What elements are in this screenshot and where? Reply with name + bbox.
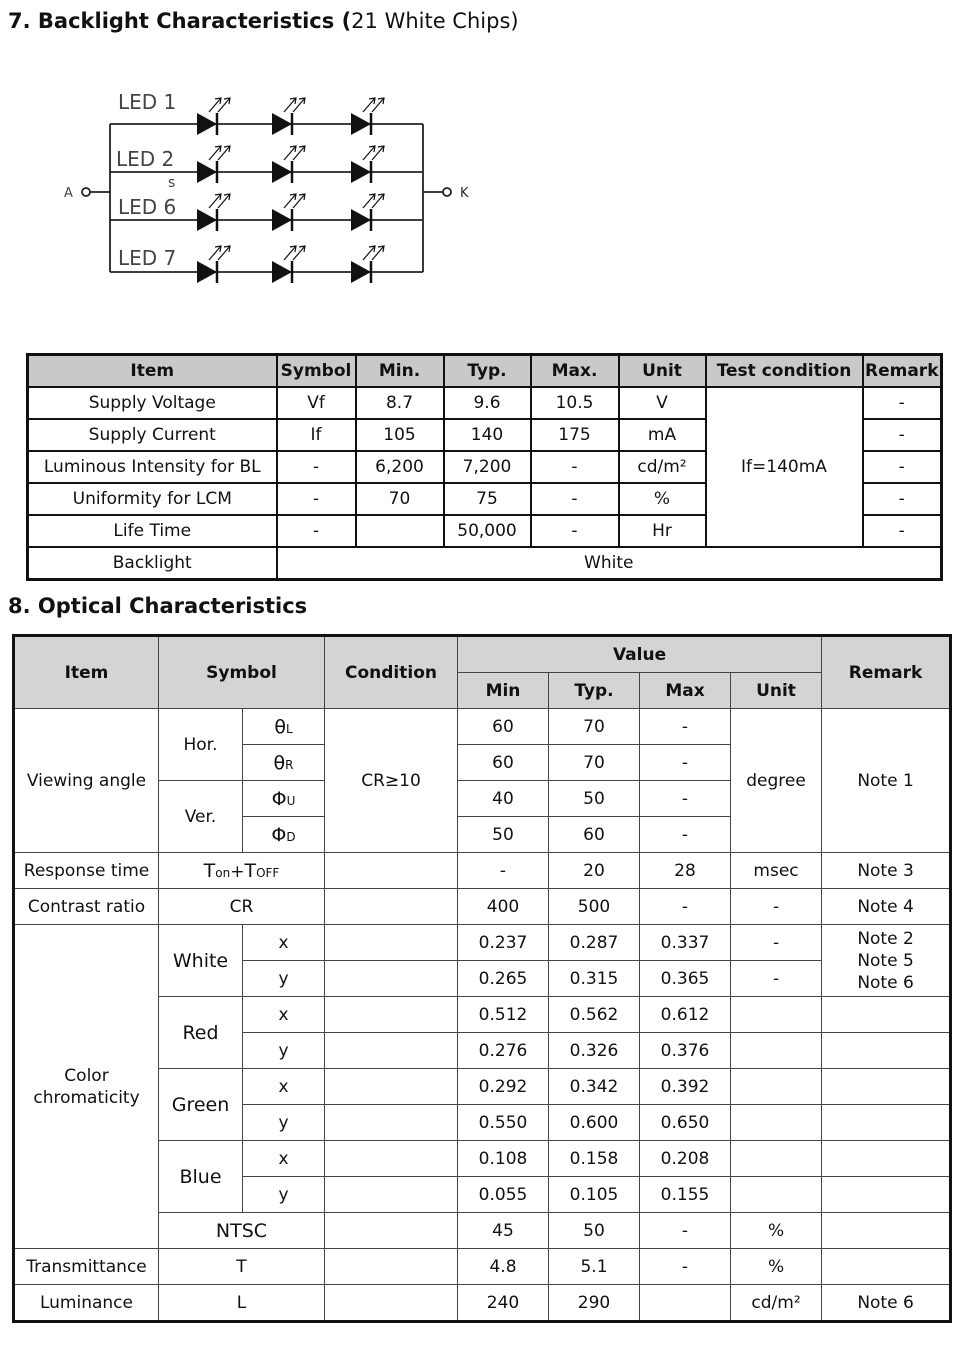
condition-cell — [325, 853, 458, 889]
remark-cell: Note 4 — [822, 889, 951, 925]
min-cell: - — [458, 853, 549, 889]
table-row — [14, 889, 951, 925]
unit-cell — [731, 1033, 822, 1069]
remark-cell — [822, 1213, 951, 1249]
table-row — [14, 853, 951, 889]
unit-cell: - — [731, 961, 822, 997]
led-label-2: LED 2 — [116, 147, 175, 171]
remark-cell — [822, 1249, 951, 1285]
unit-cell: mA — [619, 419, 706, 451]
backlight-label-cell: Backlight — [28, 547, 277, 580]
header-max: Max. — [531, 355, 619, 388]
section-7-title-bold: Backlight Characteristics ( — [37, 9, 352, 33]
table-row — [14, 1249, 951, 1285]
unit-cell: cd/m² — [619, 451, 706, 483]
axis-cell: x — [243, 1069, 325, 1105]
typ-cell: 0.315 — [549, 961, 640, 997]
unit-cell: - — [731, 889, 822, 925]
header-remark: Remark — [822, 636, 951, 709]
max-cell: 0.376 — [640, 1033, 731, 1069]
max-cell: 0.650 — [640, 1105, 731, 1141]
typ-cell: 140 — [444, 419, 531, 451]
min-cell: 0.550 — [458, 1105, 549, 1141]
max-cell: 0.392 — [640, 1069, 731, 1105]
condition-cell — [325, 1069, 458, 1105]
table-row — [14, 709, 951, 745]
remark-cell — [822, 1105, 951, 1141]
condition-cell — [325, 997, 458, 1033]
color-name-cell: White — [159, 925, 243, 997]
min-cell — [356, 515, 444, 547]
typ-cell: 0.600 — [549, 1105, 640, 1141]
max-cell: - — [531, 451, 619, 483]
axis-cell: x — [243, 925, 325, 961]
condition-cell — [325, 889, 458, 925]
min-cell: 0.108 — [458, 1141, 549, 1177]
unit-cell: % — [619, 483, 706, 515]
item-cell: Luminous Intensity for BL — [28, 451, 277, 483]
min-cell: 105 — [356, 419, 444, 451]
header-min: Min. — [356, 355, 444, 388]
header-test-condition: Test condition — [706, 355, 863, 388]
unit-cell: % — [731, 1213, 822, 1249]
symbol-cell: T — [159, 1249, 325, 1285]
unit-cell: - — [731, 925, 822, 961]
max-cell: 0.208 — [640, 1141, 731, 1177]
axis-cell: y — [243, 1033, 325, 1069]
unit-cell: V — [619, 387, 706, 419]
horizontal-cell: Hor. — [159, 709, 243, 781]
test-condition-cell: If=140mA — [706, 387, 863, 547]
min-cell: 0.055 — [458, 1177, 549, 1213]
condition-cell — [325, 1285, 458, 1322]
symbol-cell: If — [277, 419, 356, 451]
symbol-cell: θL — [243, 709, 325, 745]
min-cell: 50 — [458, 817, 549, 853]
typ-cell: 5.1 — [549, 1249, 640, 1285]
max-cell: 0.365 — [640, 961, 731, 997]
unit-cell — [731, 1105, 822, 1141]
min-cell: 240 — [458, 1285, 549, 1322]
unit-cell: Hr — [619, 515, 706, 547]
symbol-cell: L — [159, 1285, 325, 1322]
typ-cell: 60 — [549, 817, 640, 853]
max-cell: - — [640, 781, 731, 817]
min-cell: 4.8 — [458, 1249, 549, 1285]
remark-cell: - — [863, 387, 942, 419]
condition-cell — [325, 1141, 458, 1177]
typ-cell: 50,000 — [444, 515, 531, 547]
max-cell: - — [640, 817, 731, 853]
item-cell: Contrast ratio — [14, 889, 159, 925]
min-cell: 0.237 — [458, 925, 549, 961]
color-remark-cell: Note 2 Note 5 Note 6 — [822, 925, 951, 997]
section-7-title — [8, 9, 519, 33]
symbol-cell: Ton+TOFF — [159, 853, 325, 889]
unit-cell — [731, 1069, 822, 1105]
min-cell: 60 — [458, 745, 549, 781]
max-cell — [640, 1285, 731, 1322]
color-chromaticity-cell: Color chromaticity — [14, 925, 159, 1249]
led-row-6 — [197, 194, 384, 231]
section-7-title-light: 21 White Chips) — [351, 9, 519, 33]
cathode-label: K — [460, 186, 469, 201]
min-cell: 0.265 — [458, 961, 549, 997]
symbol-cell: - — [277, 483, 356, 515]
condition-cell — [325, 1105, 458, 1141]
min-cell: 0.276 — [458, 1033, 549, 1069]
condition-cell — [325, 1177, 458, 1213]
item-cell: Uniformity for LCM — [28, 483, 277, 515]
header-item: Item — [28, 355, 277, 388]
typ-cell: 70 — [549, 709, 640, 745]
remark-cell — [822, 1033, 951, 1069]
header-item: Item — [14, 636, 159, 709]
backlight-header-row — [28, 355, 942, 388]
remark-cell — [822, 1141, 951, 1177]
min-cell: 60 — [458, 709, 549, 745]
min-cell: 6,200 — [356, 451, 444, 483]
table-row — [14, 925, 951, 961]
symbol-cell: Vf — [277, 387, 356, 419]
remark-cell — [822, 1177, 951, 1213]
optical-header-row-1 — [14, 636, 951, 673]
remark-cell: Note 3 — [822, 853, 951, 889]
item-cell: Response time — [14, 853, 159, 889]
unit-cell — [731, 1177, 822, 1213]
unit-cell: msec — [731, 853, 822, 889]
header-typ: Typ. — [549, 673, 640, 709]
header-symbol: Symbol — [277, 355, 356, 388]
color-name-cell: Green — [159, 1069, 243, 1141]
remark-cell: Note 6 — [822, 1285, 951, 1322]
max-cell: - — [640, 1213, 731, 1249]
typ-cell: 50 — [549, 781, 640, 817]
axis-cell: y — [243, 1105, 325, 1141]
anode-label: A — [64, 186, 73, 201]
max-cell: 0.612 — [640, 997, 731, 1033]
cathode-terminal — [443, 188, 451, 196]
backlight-value-cell: White — [277, 547, 942, 580]
typ-cell: 0.342 — [549, 1069, 640, 1105]
axis-cell: x — [243, 1141, 325, 1177]
item-cell: Supply Voltage — [28, 387, 277, 419]
header-remark: Remark — [863, 355, 942, 388]
remark-cell: - — [863, 419, 942, 451]
table-row — [28, 547, 942, 580]
header-unit: Unit — [619, 355, 706, 388]
max-cell: - — [640, 889, 731, 925]
vertical-cell: Ver. — [159, 781, 243, 853]
symbol-cell: ΦD — [243, 817, 325, 853]
anode-terminal — [82, 188, 90, 196]
typ-cell: 75 — [444, 483, 531, 515]
unit-cell: cd/m² — [731, 1285, 822, 1322]
max-cell: 175 — [531, 419, 619, 451]
max-cell: - — [640, 1249, 731, 1285]
typ-cell: 20 — [549, 853, 640, 889]
unit-cell — [731, 997, 822, 1033]
max-cell: 28 — [640, 853, 731, 889]
symbol-cell: ΦU — [243, 781, 325, 817]
color-name-cell: Red — [159, 997, 243, 1069]
typ-cell: 70 — [549, 745, 640, 781]
remark-cell: - — [863, 483, 942, 515]
led-label-ellipsis: s — [168, 175, 176, 191]
table-row — [14, 1285, 951, 1322]
typ-cell: 7,200 — [444, 451, 531, 483]
unit-cell: % — [731, 1249, 822, 1285]
axis-cell: y — [243, 1177, 325, 1213]
item-cell: Luminance — [14, 1285, 159, 1322]
typ-cell: 50 — [549, 1213, 640, 1249]
typ-cell: 0.158 — [549, 1141, 640, 1177]
header-condition: Condition — [325, 636, 458, 709]
backlight-characteristics-table — [26, 353, 943, 581]
max-cell: - — [531, 483, 619, 515]
led-label-7: LED 7 — [118, 246, 177, 270]
condition-cell — [325, 1213, 458, 1249]
item-cell: Transmittance — [14, 1249, 159, 1285]
typ-cell: 0.287 — [549, 925, 640, 961]
typ-cell: 9.6 — [444, 387, 531, 419]
max-cell: 0.337 — [640, 925, 731, 961]
max-cell: - — [531, 515, 619, 547]
viewing-angle-cell: Viewing angle — [14, 709, 159, 853]
axis-cell: y — [243, 961, 325, 997]
header-typ: Typ. — [444, 355, 531, 388]
viewing-condition-cell: CR≥10 — [325, 709, 458, 853]
section-8-title: 8. Optical Characteristics — [8, 594, 308, 618]
remark-cell: - — [863, 515, 942, 547]
symbol-cell: θR — [243, 745, 325, 781]
min-cell: 0.292 — [458, 1069, 549, 1105]
max-cell: 10.5 — [531, 387, 619, 419]
optical-characteristics-table — [12, 634, 952, 1323]
led-label-6: LED 6 — [118, 195, 177, 219]
item-cell: Life Time — [28, 515, 277, 547]
condition-cell — [325, 1249, 458, 1285]
condition-cell — [325, 1033, 458, 1069]
typ-cell: 0.562 — [549, 997, 640, 1033]
max-cell: 0.155 — [640, 1177, 731, 1213]
section-7-number: 7. — [8, 9, 31, 33]
max-cell: - — [640, 745, 731, 781]
typ-cell: 290 — [549, 1285, 640, 1322]
condition-cell — [325, 925, 458, 961]
header-min: Min — [458, 673, 549, 709]
symbol-cell: - — [277, 515, 356, 547]
color-name-cell: Blue — [159, 1141, 243, 1213]
min-cell: 45 — [458, 1213, 549, 1249]
symbol-cell: - — [277, 451, 356, 483]
max-cell: - — [640, 709, 731, 745]
header-value: Value — [458, 636, 822, 673]
axis-cell: x — [243, 997, 325, 1033]
min-cell: 70 — [356, 483, 444, 515]
led-label-1: LED 1 — [118, 90, 177, 114]
header-symbol: Symbol — [159, 636, 325, 709]
led-circuit-diagram — [60, 82, 480, 292]
header-max: Max — [640, 673, 731, 709]
viewing-remark-cell: Note 1 — [822, 709, 951, 853]
typ-cell: 0.105 — [549, 1177, 640, 1213]
remark-cell — [822, 997, 951, 1033]
condition-cell — [325, 961, 458, 997]
min-cell: 0.512 — [458, 997, 549, 1033]
min-cell: 8.7 — [356, 387, 444, 419]
min-cell: 400 — [458, 889, 549, 925]
remark-cell: - — [863, 451, 942, 483]
led-row-7 — [197, 246, 384, 283]
unit-cell — [731, 1141, 822, 1177]
viewing-unit-cell: degree — [731, 709, 822, 853]
table-row — [28, 387, 942, 419]
symbol-cell: CR — [159, 889, 325, 925]
typ-cell: 500 — [549, 889, 640, 925]
led-row-1 — [197, 98, 384, 135]
min-cell: 40 — [458, 781, 549, 817]
remark-cell — [822, 1069, 951, 1105]
led-row-2 — [197, 146, 384, 183]
typ-cell: 0.326 — [549, 1033, 640, 1069]
ntsc-cell: NTSC — [159, 1213, 325, 1249]
header-unit: Unit — [731, 673, 822, 709]
item-cell: Supply Current — [28, 419, 277, 451]
